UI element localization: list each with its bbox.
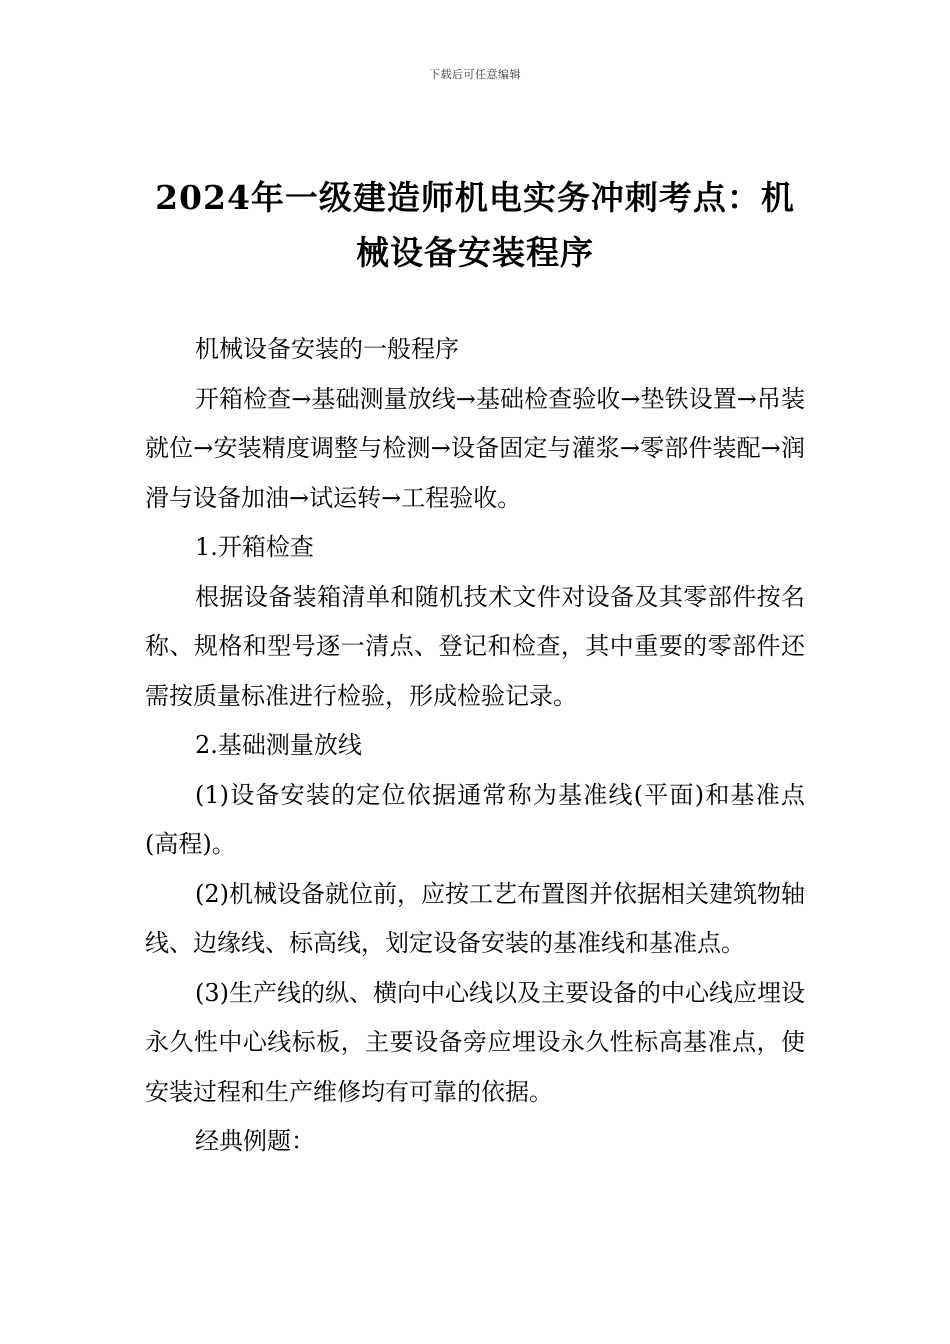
paragraph-unpacking-detail: 根据设备装箱清单和随机技术文件对设备及其零部件按名称、规格和型号逐一清点、登记和检查，其中重要的零部件还需按质量标准进行检验，形成检验记录。 xyxy=(145,582,805,710)
paragraph-heading-unpacking: 1.开箱检查 xyxy=(195,533,314,561)
paragraph-heading-survey: 2.基础测量放线 xyxy=(195,731,362,759)
paragraph-survey-item-3: (3)生产线的纵、横向中心线以及主要设备的中心线应埋设永久性中心线标板，主要设备旁应埋设永久性标高基准点，使安装过程和生产维修均有可靠的依据。 xyxy=(145,978,805,1106)
document-body xyxy=(145,325,805,1167)
paragraph-procedure-flow: 开箱检查→基础测量放线→基础检查验收→垫铁设置→吊装就位→安装精度调整与检测→设备固定与灌浆→零部件装配→润滑与设备加油→试运转→工程验收。 xyxy=(145,384,805,512)
header-note: 下载后可任意编辑 xyxy=(429,68,521,81)
paragraph-survey-item-1: (1)设备安装的定位依据通常称为基准线(平面)和基准点(高程)。 xyxy=(145,780,805,858)
paragraph-example-heading: 经典例题： xyxy=(195,1127,315,1155)
paragraph-section-intro: 机械设备安装的一般程序 xyxy=(195,335,459,363)
document-title: 2024年一级建造师机电实务冲刺考点：机械设备安装程序 xyxy=(155,178,795,272)
paragraph-survey-item-2: (2)机械设备就位前，应按工艺布置图并依据相关建筑物轴线、边缘线、标高线，划定设备安装的基准线和基准点。 xyxy=(145,879,805,957)
